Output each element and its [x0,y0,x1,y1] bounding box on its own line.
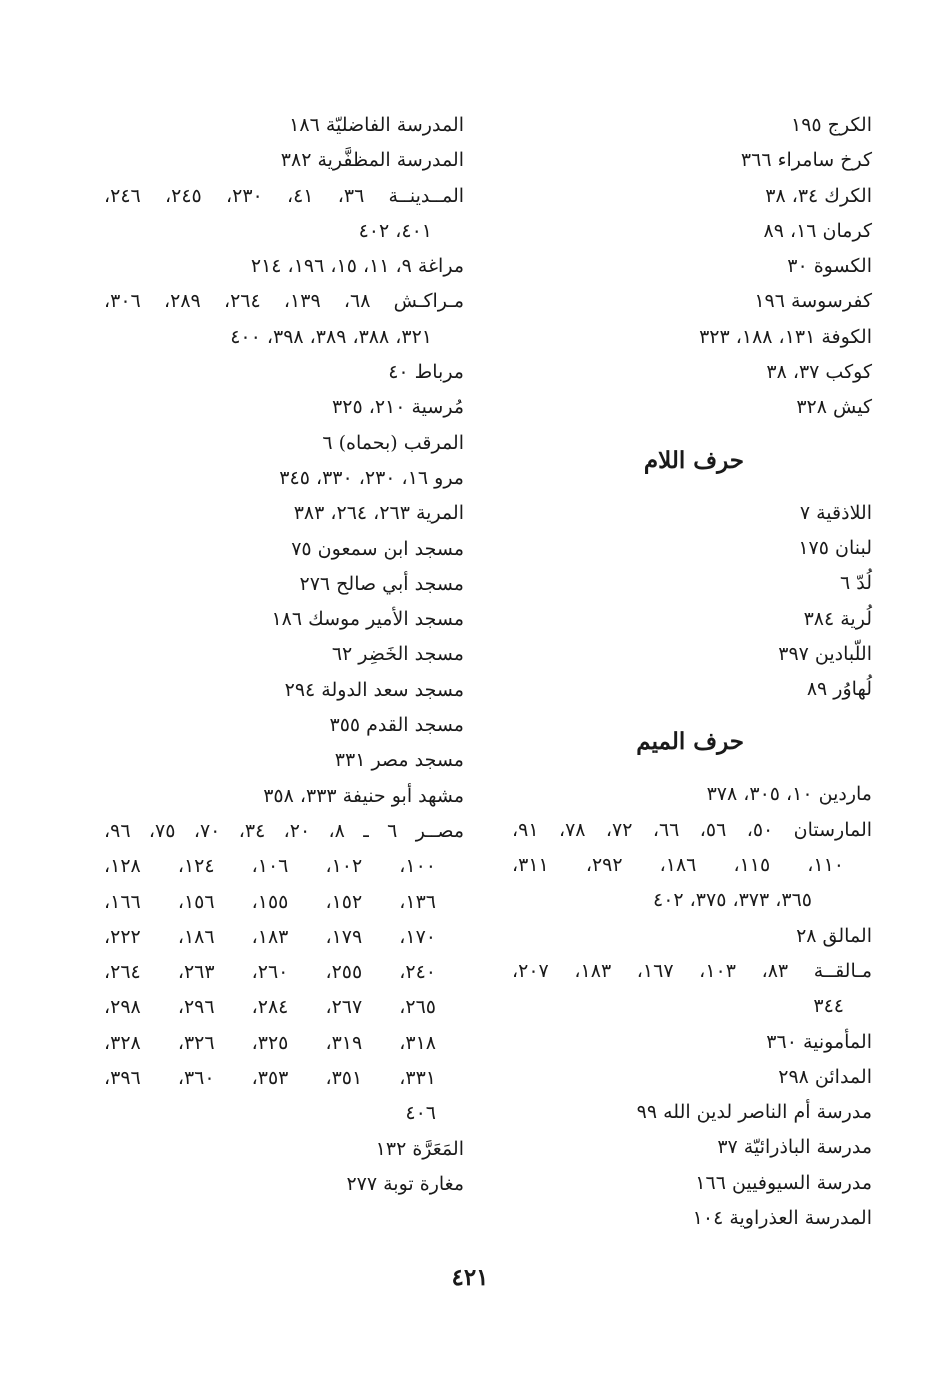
index-entry: المدرسة العذراوية ١٠٤ [692,1207,872,1230]
index-entry: لُدّ ٦ [839,572,872,595]
index-entry: كيش ٣٢٨ [796,396,872,419]
section-heading-mim: حرف الميم [636,728,744,756]
index-entry: الكوفة ١٣١، ١٨٨، ٣٢٣ [699,325,872,348]
index-entry-continuation: ٤٠٦ [405,1102,436,1125]
index-entry: مسجد الأمير موسك ١٨٦ [271,608,464,631]
index-entry-continuation: ٣٢١، ٣٨٨، ٣٨٩، ٣٩٨، ٤٠٠ [230,325,432,348]
index-entry: اللاذقية ٧ [799,501,872,524]
index-entry: مسجد الخَضِر ٦٢ [331,643,464,666]
index-entry-continuation: ٣٦٥، ٣٧٣، ٣٧٥، ٤٠٢ [652,889,812,912]
page-number: ٤٢١ [451,1264,489,1291]
index-entry-continuation: ٤٠١، ٤٠٢ [358,219,432,242]
index-entry-continuation: ٣١٨، ٣١٩، ٣٢٥، ٣٢٦، ٣٢٨، [104,1031,437,1054]
index-entry: مشهد أبو حنيفة ٣٣٣، ٣٥٨ [263,784,464,807]
index-entry: المدائن ٢٩٨ [778,1065,872,1088]
right-column [512,108,872,1236]
index-entry: المرقب (بحماه) ٦ [322,431,464,454]
index-entry: الكسوة ٣٠ [787,255,872,278]
index-entry: مسجد القدم ٣٥٥ [329,714,464,737]
index-entry: مسجد مصر ٣٣١ [334,749,464,772]
index-entry: المارستان ٥٠، ٥٦، ٦٦، ٧٢، ٧٨، ٩١، [512,818,873,841]
index-entry: مسجد ابن سمعون ٧٥ [291,537,464,560]
index-entry: مُرسية ٢١٠، ٣٢٥ [332,396,464,419]
index-entry-continuation: ١٣٦، ١٥٢، ١٥٥، ١٥٦، ١٦٦، [104,890,437,913]
index-entry: اللّبادين ٣٩٧ [778,642,872,665]
index-entry: المالق ٢٨ [796,924,872,947]
index-entry: مسجد أبي صالح ٢٧٦ [299,572,464,595]
index-entry: مغارة توبة ٢٧٧ [346,1172,464,1195]
index-entry: لُرية ٣٨٤ [803,607,872,630]
index-entry: كفرسوسة ١٩٦ [754,290,872,313]
section-heading-lam: حرف اللام [643,446,744,474]
index-entry: مـالقــة ٨٣، ١٠٣، ١٦٧، ١٨٣، ٢٠٧، [512,959,873,982]
index-entry: مرو ١٦، ٢٣٠، ٣٣٠، ٣٤٥ [279,466,464,489]
index-entry: لُهاوُر ٨٩ [806,678,872,701]
index-entry: الكرك ٣٤، ٣٨ [765,184,872,207]
index-entry: المــدينــة ٣٦، ٤١، ٢٣٠، ٢٤٥، ٢٤٦، [104,184,465,207]
index-entry: مرباط ٤٠ [388,361,464,384]
index-entry: الكرج ١٩٥ [791,114,872,136]
index-entry: كرمان ١٦، ٨٩ [763,219,872,242]
index-entry: كوكب ٣٧، ٣٨ [766,361,872,384]
index-entry: مراغة ٩، ١١، ١٥، ١٩٦، ٢١٤ [250,255,464,278]
index-entry: مسجد سعد الدولة ٢٩٤ [284,678,464,701]
index-entry: مدرسة السيوفيين ١٦٦ [695,1171,872,1194]
index-entry-continuation: ٣٤٤ [813,995,844,1018]
index-entry-continuation: ٢٦٥، ٢٦٧، ٢٨٤، ٢٩٦، ٢٩٨، [104,996,437,1019]
index-entry-continuation: ١٧٠، ١٧٩، ١٨٣، ١٨٦، ٢٢٢، [104,925,437,948]
index-entry: مدرسة أم الناصر لدين الله ٩٩ [636,1101,872,1124]
index-entry: كرخ سامراء ٣٦٦ [740,149,872,172]
index-entry-continuation: ٣٣١، ٣٥١، ٣٥٣، ٣٦٠، ٣٩٦، [104,1067,437,1090]
index-entry: لبنان ١٧٥ [798,536,872,559]
index-entry-continuation: ١٠٠، ١٠٢، ١٠٦، ١٢٤، ١٢٨، [104,855,437,878]
index-entry: مدرسة الباذرائيّة ٣٧ [717,1136,872,1159]
index-entry: المرية ٢٦٣، ٢٦٤، ٣٨٣ [293,502,464,525]
index-entry: مـراكـش ٦٨، ١٣٩، ٢٦٤، ٢٨٩، ٣٠٦، [104,290,464,313]
index-entry: المأمونية ٣٦٠ [766,1030,872,1053]
index-entry: ماردين ١٠، ٣٠٥، ٣٧٨ [706,783,872,806]
index-entry: المدرسة الفاضليّة ١٨٦ [289,114,464,136]
index-entry: المَعَرَّة ١٣٢ [375,1137,464,1160]
index-entry: المدرسة المظفَّرية ٣٨٢ [280,149,464,172]
index-entry-continuation: ١١٠، ١١٥، ١٨٦، ٢٩٢، ٣١١، [512,854,845,877]
index-entry-continuation: ٢٤٠، ٢٥٥، ٢٦٠، ٢٦٣، ٢٦٤، [104,961,437,984]
index-entry: مصــر ٦ ـ ٨، ٢٠، ٣٤، ٧٠، ٧٥، ٩٦، [104,819,465,842]
left-column [104,108,464,1202]
